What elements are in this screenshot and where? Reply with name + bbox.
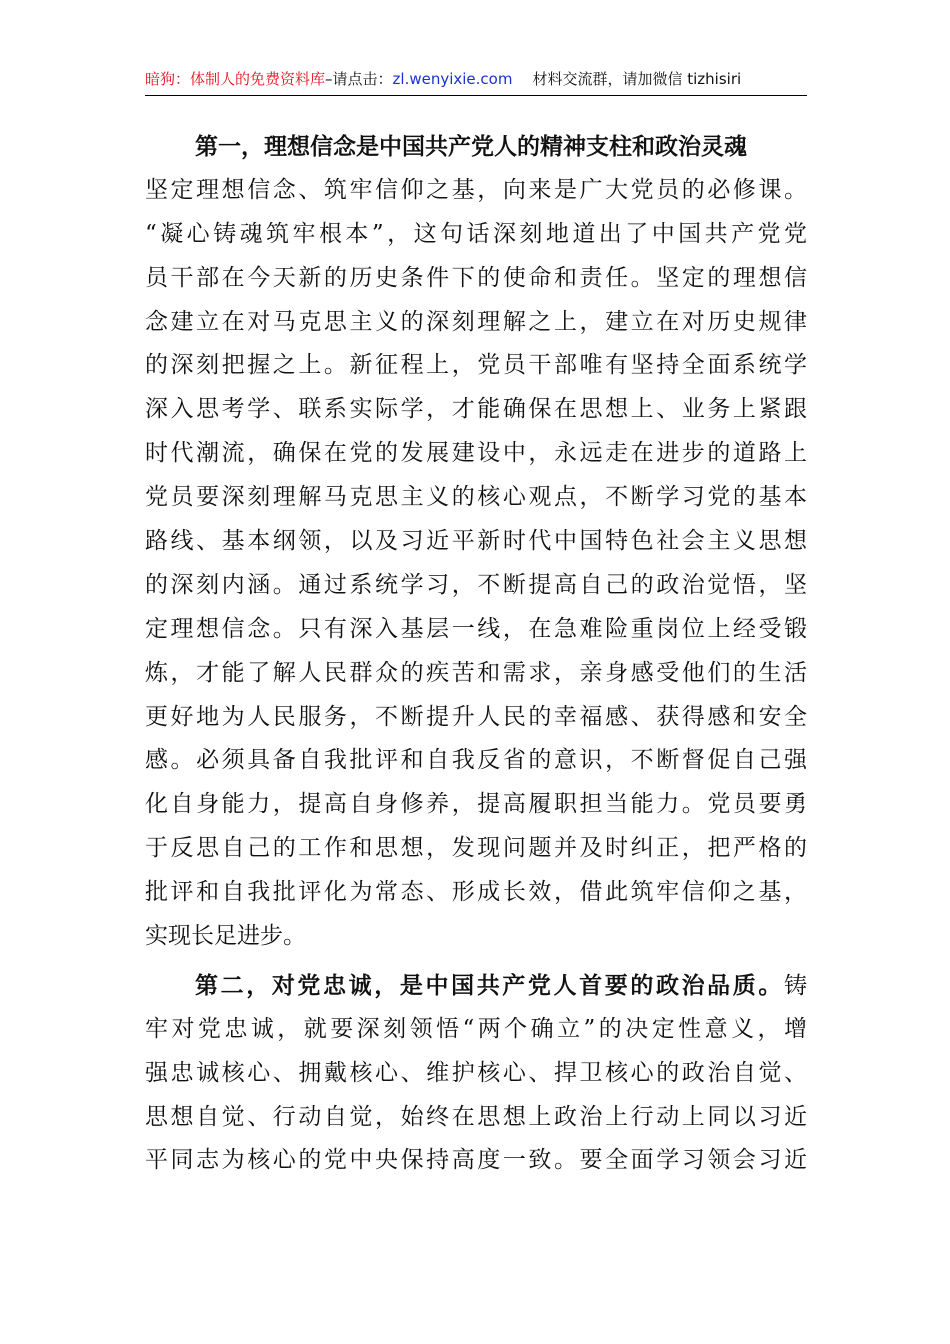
body-line: 更好地为人民服务，不断提升人民的幸福感、获得感和安全 <box>145 703 807 730</box>
body-line: 炼，才能了解人民群众的疾苦和需求，亲身感受他们的生活 <box>145 659 807 686</box>
body-line: 深入思考学、联系实际学，才能确保在思想上、业务上紧跟 <box>145 396 807 423</box>
paragraph-2-heading <box>145 964 807 1008</box>
header-url-link[interactable]: zl.wenyixie.com <box>392 70 513 88</box>
body-line: 批评和自我批评化为常态、形成长效，借此筑牢信仰之基， <box>145 879 807 906</box>
page-header <box>145 68 807 96</box>
body-line: 强忠诚核心、拥戴核心、维护核心、捍卫核心的政治自觉、 <box>145 1059 807 1086</box>
heading-text: 第一，理想信念是中国共产党人的精神支柱和政治灵魂 <box>195 133 747 160</box>
body-line: 时代潮流，确保在党的发展建设中，永远走在进步的道路上 <box>145 440 807 467</box>
body-line: 思想自觉、行动自觉，始终在思想上政治上行动上同以习近 <box>145 1103 807 1130</box>
body-line: 路线、基本纲领，以及习近平新时代中国特色社会主义思想 <box>145 528 807 555</box>
heading-text: 第二，对党忠诚，是中国共产党人首要的政治品质。 <box>195 971 784 999</box>
header-contact: 材料交流群，请加微信 tizhisiri <box>532 70 742 88</box>
body-line: “凝心铸魂筑牢根本”，这句话深刻地道出了中国共产党党 <box>145 220 807 247</box>
body-line: 于反思自己的工作和思想，发现问题并及时纠正，把严格的 <box>145 835 807 862</box>
body-line: 实现长足进步。 <box>145 923 306 950</box>
body-line: 念建立在对马克思主义的深刻理解之上，建立在对历史规律 <box>145 308 807 335</box>
header-brand: 暗狗：体制人的免费资料库 <box>145 70 326 88</box>
body-line: 员干部在今天新的历史条件下的使命和责任。坚定的理想信 <box>145 264 807 291</box>
body-line: 党员要深刻理解马克思主义的核心观点，不断学习党的基本 <box>145 484 807 511</box>
paragraph-1-heading <box>145 125 807 169</box>
body-line: 坚定理想信念、筑牢信仰之基，向来是广大党员的必修课。 <box>145 176 807 203</box>
body-line: 平同志为核心的党中央保持高度一致。要全面学习领会习近 <box>145 1147 807 1174</box>
document-body <box>145 125 807 1183</box>
body-line: 牢对党忠诚，就要深刻领悟“两个确立”的决定性意义，增 <box>145 1015 807 1042</box>
header-prompt: –请点击： <box>325 70 393 88</box>
body-line: 的深刻内涵。通过系统学习，不断提高自己的政治觉悟，坚 <box>145 571 807 598</box>
body-line: 感。必须具备自我批评和自我反省的意识，不断督促自己强 <box>145 747 807 774</box>
heading-tail: 铸 <box>784 972 807 999</box>
body-line: 的深刻把握之上。新征程上，党员干部唯有坚持全面系统学 <box>145 352 807 379</box>
body-line: 定理想信念。只有深入基层一线，在急难险重岗位上经受锻 <box>145 615 807 642</box>
body-line: 化自身能力，提高自身修养，提高履职担当能力。党员要勇 <box>145 791 807 818</box>
